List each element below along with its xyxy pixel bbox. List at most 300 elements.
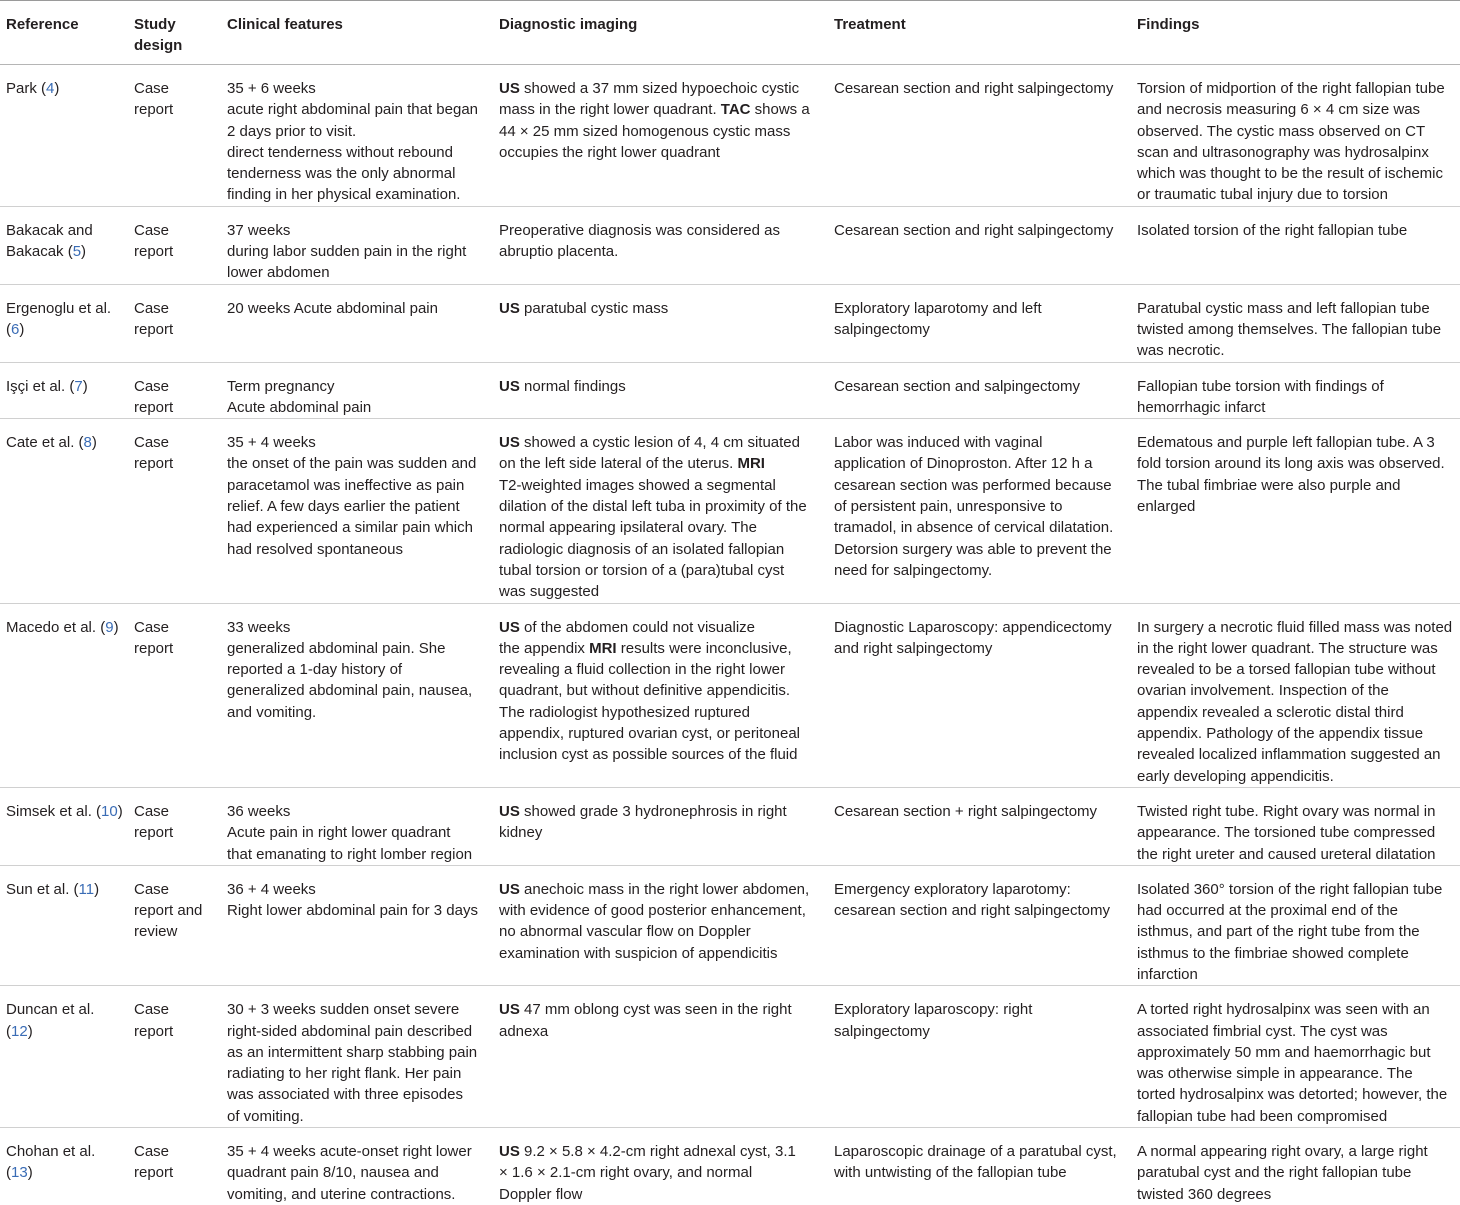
cell-reference <box>0 284 128 362</box>
cell-findings-line: twisted 360 degrees <box>1137 1185 1272 1203</box>
cell-reference <box>0 65 128 207</box>
text-run: US <box>499 377 520 395</box>
cell-clinical-features-line: 2 days prior to visit. <box>227 122 357 140</box>
citation-link[interactable]: 6 <box>11 320 20 338</box>
cell-clinical-features-line: right-sided abdominal pain described <box>227 1022 473 1040</box>
cell-clinical-features-line: 36 + 4 weeks <box>227 880 316 898</box>
text-run: ( <box>6 1164 11 1182</box>
cell-treatment-line: Exploratory laparoscopy: right <box>834 1001 1033 1019</box>
cell-clinical-features <box>221 206 493 284</box>
cell-clinical-features-line: vomiting, and uterine contractions. <box>227 1185 456 1203</box>
cell-diagnostic-imaging-line <box>499 617 824 638</box>
cell-clinical-features-line: had experienced a similar pain which <box>227 519 473 537</box>
citation-link[interactable]: 9 <box>105 618 114 636</box>
cell-treatment-line: Detorsion surgery was able to prevent the <box>834 540 1112 558</box>
cell-findings-line: and necrosis measuring 6 × 4 cm size was <box>1137 101 1421 119</box>
cell-diagnostic-imaging-line <box>499 1141 824 1162</box>
table-row <box>0 787 1460 865</box>
cell-study-design-line: report <box>134 320 174 338</box>
cell-clinical-features-line: tenderness was the only abnormal <box>227 165 456 183</box>
cell-clinical-features <box>221 1128 493 1205</box>
text-run: T2-weighted images showed a segmental <box>499 476 776 494</box>
table-row <box>0 986 1460 1128</box>
text-run: ) <box>27 1022 33 1040</box>
text-run: mass in the right lower quadrant. <box>499 101 721 119</box>
text-run: Sun et al. ( <box>6 880 79 898</box>
cell-treatment-line: Cesarean section and right salpingectomy <box>834 221 1114 239</box>
cell-study-design <box>128 986 221 1128</box>
cell-treatment <box>828 419 1131 603</box>
citation-link[interactable]: 12 <box>11 1022 28 1040</box>
table-header-row <box>0 1 1460 65</box>
cell-clinical-features <box>221 986 493 1128</box>
cell-diagnostic-imaging <box>493 986 828 1128</box>
cell-reference-line <box>6 220 124 241</box>
cell-diagnostic-imaging-line <box>499 702 824 723</box>
cell-findings-line: or traumatic tubal injury due to torsion <box>1137 186 1388 204</box>
text-run: normal findings <box>519 377 626 395</box>
cell-clinical-features-line: 37 weeks <box>227 221 291 239</box>
cell-findings-line: associated fimbrial cyst. The cyst was <box>1137 1022 1388 1040</box>
cell-findings-line: isthmus, and part of the right tube from the <box>1137 923 1420 941</box>
text-run: ) <box>91 434 97 452</box>
cell-study-design <box>128 419 221 603</box>
header-findings: Findings <box>1137 16 1200 33</box>
text-run: abruptio placenta. <box>499 243 619 261</box>
cell-clinical-features <box>221 419 493 603</box>
cell-clinical-features-line: finding in her physical examination. <box>227 186 461 204</box>
cell-diagnostic-imaging <box>493 1128 828 1205</box>
cell-diagnostic-imaging-line <box>499 723 824 744</box>
cell-clinical-features-line: 33 weeks <box>227 618 291 636</box>
citation-link[interactable]: 11 <box>78 880 95 898</box>
cell-clinical-features-line: had resolved spontaneous <box>227 540 403 558</box>
cell-reference-line <box>6 879 124 900</box>
cell-treatment <box>828 986 1131 1128</box>
cell-study-design-line: Case <box>134 299 170 317</box>
cell-clinical-features <box>221 865 493 985</box>
cell-treatment-line: tramadol, in absence of cervical dilatation. <box>834 519 1114 537</box>
cell-diagnostic-imaging-line <box>499 744 824 765</box>
cell-treatment <box>828 865 1131 985</box>
cell-findings-line: appendix revealed a sclerotic distal third <box>1137 703 1404 721</box>
cell-clinical-features-line: generalized abdominal pain, nausea, <box>227 682 473 700</box>
cell-study-design-line: report <box>134 1164 174 1182</box>
cell-findings <box>1131 986 1460 1128</box>
cell-findings <box>1131 206 1460 284</box>
cell-study-design <box>128 787 221 865</box>
cell-study-design-line: report <box>134 398 174 416</box>
text-run: × 1.6 × 2.1-cm right ovary, and normal <box>499 1164 753 1182</box>
cell-clinical-features-line: 35 + 4 weeks <box>227 434 316 452</box>
text-run: Simsek et al. ( <box>6 802 102 820</box>
cell-reference <box>0 1128 128 1205</box>
cell-diagnostic-imaging-line <box>499 659 824 680</box>
cell-diagnostic-imaging <box>493 865 828 985</box>
cell-diagnostic-imaging-line <box>499 539 824 560</box>
cell-diagnostic-imaging-line <box>499 1184 824 1205</box>
cell-clinical-features-line: 35 + 4 weeks acute-onset right lower <box>227 1143 472 1161</box>
citation-link[interactable]: 5 <box>72 243 82 261</box>
cell-treatment-line: salpingectomy <box>834 320 930 338</box>
text-run: US <box>499 618 520 636</box>
header-clinical-features: Clinical features <box>227 16 343 33</box>
text-run: Preoperative diagnosis was considered as <box>499 221 780 239</box>
cell-findings <box>1131 65 1460 207</box>
cell-treatment-line: Laparoscopic drainage of a paratubal cyst, <box>834 1143 1117 1161</box>
cell-findings <box>1131 787 1460 865</box>
text-run: ( <box>6 1022 11 1040</box>
cell-treatment <box>828 284 1131 362</box>
cell-study-design <box>128 284 221 362</box>
cell-clinical-features-line: generalized abdominal pain. She <box>227 639 446 657</box>
text-run: 47 mm oblong cyst was seen in the right <box>519 1001 792 1019</box>
cell-findings-line: Fallopian tube torsion with findings of <box>1137 377 1384 395</box>
cell-clinical-features <box>221 787 493 865</box>
text-run: results were inconclusive, <box>616 639 792 657</box>
cell-diagnostic-imaging-line <box>499 241 824 262</box>
cell-clinical-features-line: 35 + 6 weeks <box>227 80 316 97</box>
cell-findings-line: Isolated torsion of the right fallopian tube <box>1137 221 1408 239</box>
cell-diagnostic-imaging-line <box>499 432 824 453</box>
cell-treatment <box>828 787 1131 865</box>
text-run: paratubal cystic mass <box>519 299 669 317</box>
citation-link[interactable]: 10 <box>101 802 118 820</box>
citation-link[interactable]: 4 <box>46 80 55 97</box>
cell-study-design-line: Case <box>134 1143 170 1161</box>
cell-study-design-line: report <box>134 639 174 657</box>
cell-study-design <box>128 1128 221 1205</box>
cell-diagnostic-imaging-line <box>499 453 824 474</box>
text-run: Chohan et al. <box>6 1143 96 1161</box>
cell-findings <box>1131 1128 1460 1205</box>
cell-clinical-features-line: Term pregnancy <box>227 377 335 395</box>
cell-diagnostic-imaging-line <box>499 822 824 843</box>
text-run: normal appearing ipsilateral ovary. The <box>499 519 757 537</box>
cell-diagnostic-imaging-line <box>499 900 824 921</box>
cell-diagnostic-imaging-line <box>499 680 824 701</box>
cell-study-design-line: report <box>134 824 174 842</box>
cell-treatment <box>828 362 1131 419</box>
text-run: US <box>499 802 520 820</box>
cell-clinical-features-line: during labor sudden pain in the right <box>227 243 467 261</box>
text-run: 9.2 × 5.8 × 4.2-cm right adnexal cyst, 3.1 <box>519 1143 796 1161</box>
cell-diagnostic-imaging-line <box>499 121 824 142</box>
text-run: tubal torsion or torsion of a (para)tubal cyst <box>499 561 785 579</box>
cell-diagnostic-imaging-line <box>499 1021 824 1042</box>
cell-study-design <box>128 603 221 787</box>
cell-study-design-line: report and <box>134 902 203 920</box>
text-run: US <box>499 80 520 97</box>
text-run: revealing a fluid collection in the right lower <box>499 661 785 679</box>
text-run: Işçi et al. ( <box>6 377 75 395</box>
text-run: MRI <box>589 639 617 657</box>
text-run: showed grade 3 hydronephrosis in right <box>519 802 787 820</box>
cell-findings <box>1131 284 1460 362</box>
cell-reference <box>0 986 128 1128</box>
cell-clinical-features <box>221 65 493 207</box>
cell-reference <box>0 206 128 284</box>
text-run: occupies the right lower quadrant <box>499 143 720 161</box>
cell-study-design-line: Case <box>134 80 170 97</box>
cell-study-design-line: Case <box>134 1001 170 1019</box>
text-run: radiologic diagnosis of an isolated fallopian <box>499 540 785 558</box>
cell-treatment-line: with untwisting of the fallopian tube <box>834 1164 1067 1182</box>
text-run: ) <box>54 80 60 97</box>
cell-reference <box>0 865 128 985</box>
cell-findings-line: hemorrhagic infarct <box>1137 398 1266 416</box>
cell-diagnostic-imaging-line <box>499 517 824 538</box>
cell-findings-line: torted hydrosalpinx was detorted; however, the <box>1137 1086 1448 1104</box>
text-run: Park ( <box>6 80 47 97</box>
cell-findings-line: twisted among themselves. The fallopian tube <box>1137 320 1442 338</box>
text-run: ) <box>27 1164 33 1182</box>
cell-treatment-line: Emergency exploratory laparotomy: <box>834 880 1071 898</box>
header-diagnostic-imaging: Diagnostic imaging <box>499 16 638 33</box>
cell-study-design-line: Case <box>134 880 170 898</box>
text-run: ) <box>19 320 25 338</box>
cell-clinical-features <box>221 362 493 419</box>
text-run: Doppler flow <box>499 1185 583 1203</box>
cell-diagnostic-imaging <box>493 206 828 284</box>
text-run: kidney <box>499 824 543 842</box>
citation-link[interactable]: 8 <box>83 434 92 452</box>
cell-findings-line: The tubal fimbriae were also purple and <box>1137 476 1401 494</box>
text-run: showed a 37 mm sized hypoechoic cystic <box>519 80 800 97</box>
cell-study-design <box>128 865 221 985</box>
cell-findings-line: Paratubal cystic mass and left fallopian tube <box>1137 299 1430 317</box>
text-run: adnexa <box>499 1022 549 1040</box>
text-run: 44 × 25 mm sized homogenous cystic mass <box>499 122 791 140</box>
text-run: ( <box>6 320 11 338</box>
cell-clinical-features-line: acute right abdominal pain that began <box>227 101 479 119</box>
cell-findings-line: in the right lower quadrant. The structure was <box>1137 639 1438 657</box>
cell-reference-line <box>6 78 124 99</box>
cell-diagnostic-imaging-line <box>499 581 824 602</box>
cell-diagnostic-imaging-line <box>499 220 824 241</box>
cell-reference-line <box>6 432 124 453</box>
cell-treatment <box>828 206 1131 284</box>
cell-diagnostic-imaging-line <box>499 879 824 900</box>
cell-treatment-line: salpingectomy <box>834 1022 930 1040</box>
cell-study-design-line: Case <box>134 618 170 636</box>
cell-clinical-features-line: and vomiting. <box>227 703 317 721</box>
cell-clinical-features-line: that emanating to right lomber region <box>227 845 473 863</box>
cell-study-design-line: Case <box>134 221 170 239</box>
cell-treatment-line: Cesarean section and salpingectomy <box>834 377 1080 395</box>
text-run: Bakacak and <box>6 221 93 239</box>
cell-diagnostic-imaging-line <box>499 496 824 517</box>
text-run: Bakacak ( <box>6 243 73 261</box>
cell-clinical-features <box>221 603 493 787</box>
citation-link[interactable]: 7 <box>74 377 83 395</box>
text-run: with evidence of good posterior enhancement, <box>499 902 806 920</box>
table-row <box>0 1128 1460 1205</box>
cell-findings-line: enlarged <box>1137 498 1196 516</box>
cell-diagnostic-imaging-line <box>499 560 824 581</box>
cell-diagnostic-imaging-line <box>499 475 824 496</box>
cell-study-design-line: report <box>134 455 174 473</box>
cell-diagnostic-imaging-line <box>499 1162 824 1183</box>
text-run: appendix, ruptured ovarian cyst, or peritoneal <box>499 725 801 743</box>
text-run: inclusion cyst as possible sources of the fluid <box>499 746 798 764</box>
header-reference: Reference <box>6 16 79 33</box>
text-run: dilation of the distal left tuba in proximity of the <box>499 498 807 516</box>
table-row <box>0 865 1460 985</box>
cell-study-design-line: Case <box>134 434 170 452</box>
text-run: showed a cystic lesion of 4, 4 cm situated <box>519 434 800 452</box>
cell-findings-line: infarction <box>1137 965 1198 983</box>
cell-findings <box>1131 362 1460 419</box>
text-run: Cate et al. ( <box>6 434 84 452</box>
cell-reference-line <box>6 801 124 822</box>
text-run: The radiologist hypothesized ruptured <box>499 703 750 721</box>
cell-findings-line: In surgery a necrotic fluid filled mass was noted <box>1137 618 1453 636</box>
cell-reference-line <box>6 1162 124 1183</box>
table-row <box>0 65 1460 207</box>
cell-diagnostic-imaging-line <box>499 142 824 163</box>
cell-findings-line: scan and ultrasonography was hydrosalpinx <box>1137 143 1429 161</box>
cell-clinical-features-line: paracetamol was ineffective as pain <box>227 476 465 494</box>
cell-clinical-features-line: relief. A few days earlier the patient <box>227 498 460 516</box>
cell-reference <box>0 603 128 787</box>
cell-clinical-features-line: Acute abdominal pain <box>227 398 372 416</box>
table-row <box>0 284 1460 362</box>
cell-clinical-features-line: as an intermittent sharp stabbing pain <box>227 1043 478 1061</box>
cell-findings-line: was necrotic. <box>1137 342 1225 360</box>
cell-findings-line: Torsion of midportion of the right fallopian tube <box>1137 80 1445 97</box>
cell-reference-line <box>6 1021 124 1042</box>
text-run: ) <box>113 618 119 636</box>
text-run: ) <box>81 243 87 261</box>
cell-findings-line: appendix. Pathology of the appendix tissue <box>1137 725 1424 743</box>
cell-findings-line: Isolated 360° torsion of the right fallopian tube <box>1137 880 1443 898</box>
cell-diagnostic-imaging-line <box>499 801 824 822</box>
cell-clinical-features-line: the onset of the pain was sudden and <box>227 455 477 473</box>
cell-diagnostic-imaging <box>493 362 828 419</box>
text-run: on the left side lateral of the uterus. <box>499 455 738 473</box>
cell-treatment <box>828 1128 1131 1205</box>
cell-clinical-features-line: reported a 1-day history of <box>227 661 403 679</box>
cell-study-design-line: report <box>134 101 174 119</box>
cell-diagnostic-imaging-line <box>499 638 824 659</box>
text-run: US <box>499 1001 520 1019</box>
cell-diagnostic-imaging-line <box>499 921 824 942</box>
header-study-design: Study design <box>134 16 183 55</box>
text-run: ) <box>117 802 123 820</box>
cell-study-design-line: report <box>134 1022 174 1040</box>
text-run: US <box>499 1143 520 1161</box>
cell-study-design-line: Case <box>134 802 170 820</box>
cell-diagnostic-imaging-line <box>499 99 824 120</box>
cell-study-design <box>128 65 221 207</box>
text-run: Macedo et al. ( <box>6 618 106 636</box>
cell-clinical-features-line: direct tenderness without rebound <box>227 143 453 161</box>
cell-diagnostic-imaging-line <box>499 943 824 964</box>
table-row <box>0 603 1460 787</box>
citation-link[interactable]: 13 <box>11 1164 28 1182</box>
table-body <box>0 65 1460 1205</box>
text-run: US <box>499 434 520 452</box>
cell-study-design-line: review <box>134 923 178 941</box>
table-row <box>0 419 1460 603</box>
cell-reference-line <box>6 376 124 397</box>
cell-diagnostic-imaging-line <box>499 999 824 1020</box>
cell-diagnostic-imaging <box>493 603 828 787</box>
text-run: MRI <box>737 455 765 473</box>
cell-findings <box>1131 419 1460 603</box>
cell-reference-line <box>6 298 124 319</box>
cell-diagnostic-imaging <box>493 419 828 603</box>
cell-clinical-features-line: of vomiting. <box>227 1107 304 1125</box>
text-run: quadrant, but without definitive appendicitis. <box>499 682 791 700</box>
cell-diagnostic-imaging-line <box>499 298 824 319</box>
cell-findings-line: paratubal cyst and the right fallopian tube <box>1137 1164 1412 1182</box>
text-run: of the abdomen could not visualize <box>519 618 755 636</box>
cell-findings-line: the right ureter and caused ureteral dilatation <box>1137 845 1436 863</box>
cell-findings-line: isthmus to the fimbriae showed complete <box>1137 944 1409 962</box>
table-row <box>0 362 1460 419</box>
cell-treatment-line: cesarean section was performed because <box>834 476 1112 494</box>
cell-diagnostic-imaging <box>493 65 828 207</box>
cell-treatment-line: Cesarean section and right salpingectomy <box>834 80 1114 97</box>
cell-clinical-features-line: radiating to her right flank. Her pain <box>227 1065 462 1083</box>
header-treatment: Treatment <box>834 16 906 33</box>
text-run: no abnormal vascular flow on Doppler <box>499 923 751 941</box>
cell-clinical-features-line: lower abdomen <box>227 264 330 282</box>
cell-findings-line: was otherwise simple in appearance. The <box>1137 1065 1413 1083</box>
cell-findings-line: revealed localized inflammation suggested an <box>1137 746 1441 764</box>
cell-treatment-line: Diagnostic Laparoscopy: appendicectomy <box>834 618 1112 636</box>
cell-treatment <box>828 65 1131 207</box>
cell-treatment-line: Exploratory laparotomy and left <box>834 299 1042 317</box>
cell-clinical-features-line: Right lower abdominal pain for 3 days <box>227 902 478 920</box>
cell-clinical-features-line: was associated with three episodes <box>227 1086 463 1104</box>
cell-reference <box>0 787 128 865</box>
cell-clinical-features-line: quadrant pain 8/10, nausea and <box>227 1164 439 1182</box>
text-run: examination with suspicion of appendicitis <box>499 944 778 962</box>
cell-findings-line: revealed to be a torsed fallopian tube without <box>1137 661 1436 679</box>
text-run: anechoic mass in the right lower abdomen, <box>519 880 810 898</box>
cell-findings-line: fallopian tube had been compromised <box>1137 1107 1388 1125</box>
cell-reference-line <box>6 1141 124 1162</box>
cell-findings-line: ovarian involvement. Inspection of the <box>1137 682 1389 700</box>
cell-treatment-line: need for salpingectomy. <box>834 561 993 579</box>
cell-diagnostic-imaging <box>493 787 828 865</box>
cell-study-design-line: report <box>134 243 174 261</box>
cell-treatment-line: Cesarean section + right salpingectomy <box>834 802 1098 820</box>
cell-findings-line: fold torsion around its long axis was observed. <box>1137 455 1445 473</box>
text-run: Ergenoglu et al. <box>6 299 112 317</box>
text-run: US <box>499 880 520 898</box>
cell-findings-line: which was thought to be the result of ischemic <box>1137 165 1443 183</box>
text-run: ) <box>82 377 88 395</box>
cell-findings <box>1131 603 1460 787</box>
cell-study-design <box>128 362 221 419</box>
cell-findings-line: approximately 50 mm and haemorrhagic but <box>1137 1043 1431 1061</box>
cell-treatment-line: Labor was induced with vaginal <box>834 434 1043 452</box>
text-run: ) <box>94 880 100 898</box>
cell-findings-line: Twisted right tube. Right ovary was normal in <box>1137 802 1436 820</box>
cell-clinical-features-line: Acute pain in right lower quadrant <box>227 824 451 842</box>
cell-treatment-line: cesarean section and right salpingectomy <box>834 902 1110 920</box>
cell-treatment-line: and right salpingectomy <box>834 639 993 657</box>
cell-clinical-features-line: 20 weeks Acute abdominal pain <box>227 299 438 317</box>
cell-clinical-features <box>221 284 493 362</box>
cell-reference-line <box>6 999 124 1020</box>
cell-findings-line: A normal appearing right ovary, a large right <box>1137 1143 1428 1161</box>
cell-findings-line: early developing appendicitis. <box>1137 767 1334 785</box>
